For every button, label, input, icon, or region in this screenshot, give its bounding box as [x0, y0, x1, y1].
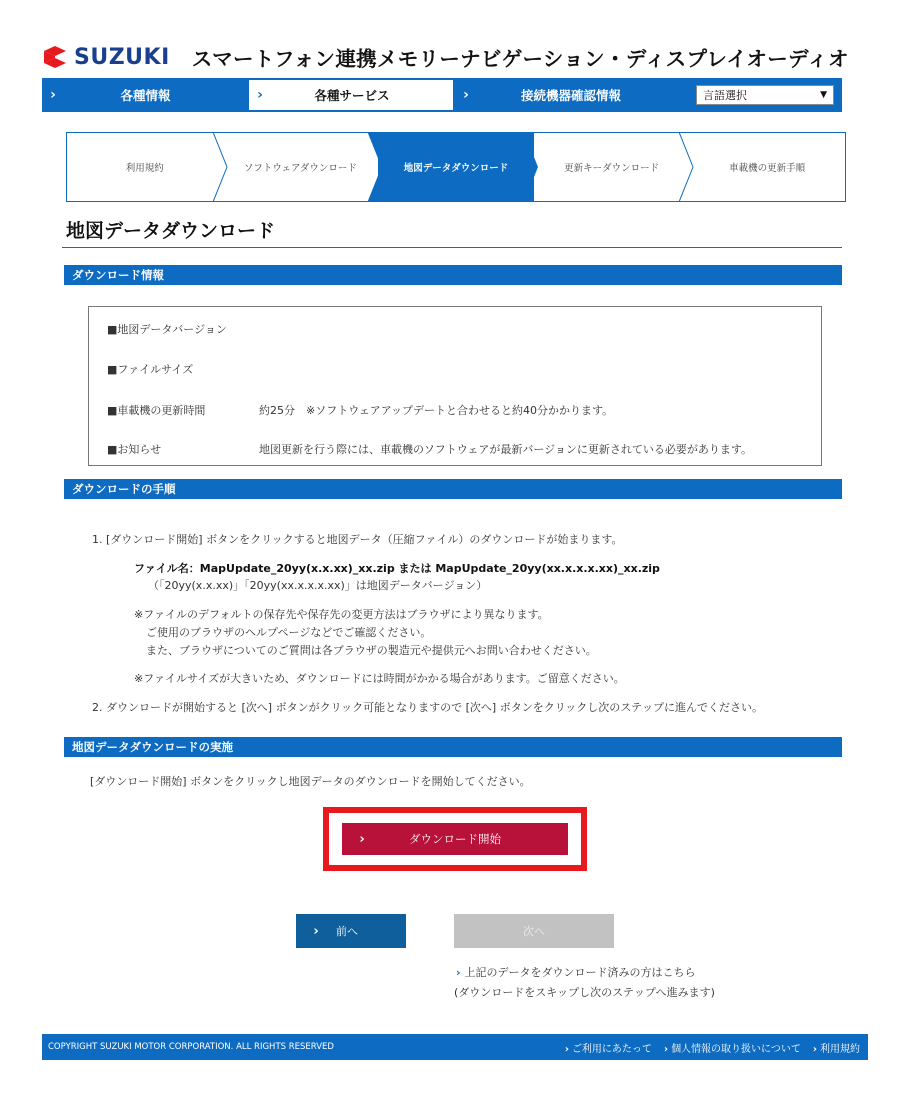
next-label: 次へ [523, 925, 545, 938]
download-start-label: ダウンロード開始 [409, 832, 501, 846]
step-label: 更新キーダウンロード [564, 163, 660, 174]
chevron-right-icon: › [313, 923, 319, 939]
step-separator [524, 132, 544, 202]
info-row-version [107, 321, 259, 337]
step-label: 車載機の更新手順 [729, 163, 806, 174]
procedure-note-2: ※ファイルサイズが大きいため、ダウンロードには時間がかかる場合があります。ご留意ください。 [134, 672, 625, 685]
chevron-right-icon: › [812, 1043, 817, 1055]
chevron-down-icon: ▼ [820, 90, 827, 100]
step-separator [368, 132, 388, 202]
step-separator [679, 132, 699, 202]
nav-item-label: 接続機器確認情報 [520, 88, 621, 103]
info-key: ■お知らせ [107, 443, 162, 456]
step-software [223, 133, 379, 201]
section-download-info: ダウンロード情報 [64, 265, 842, 285]
page-title: 地図データダウンロード [66, 220, 276, 242]
footer-link-terms[interactable] [813, 1040, 860, 1055]
procedure-step-1: 1. [ダウンロード開始] ボタンをクリックすると地図データ（圧縮ファイル）のダウンロードが始まります。 [92, 533, 623, 546]
info-value: 約25分 ※ソフトウェアアップデートと合わせると約40分かかります。 [259, 404, 614, 417]
info-row-filesize [107, 361, 259, 377]
procedure-filename-note: （「20yy(x.x.xx)」「20yy(xx.x.x.x.xx)」は地図データバージョン） [148, 579, 488, 592]
skip-note: (ダウンロードをスキップし次のステップへ進みます) [454, 986, 715, 999]
download-start-button[interactable] [342, 823, 568, 855]
execute-instruction: [ダウンロード開始] ボタンをクリックし地図データのダウンロードを開始してください。 [90, 775, 531, 788]
chevron-right-icon: › [257, 87, 263, 103]
suzuki-s-icon [42, 46, 68, 68]
step-separator [213, 132, 233, 202]
footer-link-privacy[interactable] [664, 1040, 801, 1055]
step-update-procedure [689, 133, 845, 201]
info-row-notice [107, 441, 752, 457]
nav-item-label: 各種情報 [120, 88, 171, 103]
procedure-filename: ファイル名：MapUpdate_20yy(x.x.xx)_xx.zip または MapUpdate_20yy(xx.x.x.x.xx)_xx.zip [134, 562, 660, 575]
footer-link-usage[interactable] [565, 1040, 652, 1055]
skip-link-label: 上記のデータをダウンロード済みの方はこちら [464, 966, 696, 979]
site-footer [42, 1034, 868, 1060]
chevron-right-icon: › [564, 1043, 569, 1055]
chevron-right-icon: › [359, 831, 365, 847]
footer-link-label: ご利用にあたって [571, 1043, 652, 1055]
info-value: 地図更新を行う際には、車載機のソフトウェアが最新バージョンに更新されている必要があります。 [259, 443, 753, 456]
footer-link-label: 利用規約 [820, 1043, 860, 1055]
copyright-text: COPYRIGHT SUZUKI MOTOR CORPORATION. ALL RIGHTS RESERVED [48, 1042, 334, 1052]
title-divider [62, 247, 842, 248]
procedure-step-2: 2. ダウンロードが開始すると [次へ] ボタンがクリック可能となりますので [次へ] ボタンをクリックし次のステップに進んでください。 [92, 701, 764, 714]
next-button[interactable] [454, 914, 614, 948]
step-label: 地図データダウンロード [403, 163, 509, 174]
main-nav [42, 78, 842, 112]
language-select[interactable] [696, 85, 834, 105]
download-info-box [88, 306, 822, 466]
step-label: ソフトウェアダウンロード [243, 163, 357, 174]
procedure-note-1b: ご使用のブラウザのヘルプページなどでご確認ください。 [146, 626, 432, 639]
procedure-note-1c: また、ブラウザについてのご質問は各ブラウザの製造元や提供元へお問い合わせください。 [146, 644, 597, 657]
site-header [42, 40, 849, 74]
download-highlight-frame [323, 807, 587, 871]
info-key: ■車載機の更新時間 [107, 404, 206, 417]
info-row-update-time [107, 402, 613, 418]
header-title: スマートフォン連携メモリーナビゲーション・ディスプレイオーディオ [191, 47, 849, 71]
procedure-note-1a: ※ファイルのデフォルトの保存先や保存先の変更方法はブラウザにより異なります。 [134, 608, 549, 621]
footer-link-label: 個人情報の取り扱いについて [671, 1043, 801, 1055]
section-execute: 地図データダウンロードの実施 [64, 737, 842, 757]
footer-links [565, 1040, 868, 1055]
language-selector-wrap [696, 78, 842, 112]
section-procedure: ダウンロードの手順 [64, 479, 842, 499]
step-map-data [378, 133, 534, 201]
chevron-right-icon: › [463, 87, 469, 103]
nav-item-label: 各種サービス [314, 88, 390, 103]
info-key: ■地図データバージョン [107, 323, 227, 336]
nav-item-info[interactable] [42, 78, 247, 112]
step-indicator [66, 132, 846, 202]
chevron-right-icon: › [456, 966, 461, 979]
brand-text: SUZUKI [74, 44, 170, 70]
language-select-value: 言語選択 [703, 89, 747, 102]
suzuki-logo[interactable] [42, 45, 170, 70]
info-key: ■ファイルサイズ [107, 363, 194, 376]
skip-download-link[interactable] [456, 964, 696, 980]
step-update-key [534, 133, 690, 201]
prev-label: 前へ [336, 925, 358, 938]
step-label: 利用規約 [125, 163, 164, 174]
prev-button[interactable] [296, 914, 406, 948]
step-terms [67, 133, 223, 201]
nav-item-services[interactable] [247, 78, 455, 112]
chevron-right-icon: › [50, 87, 56, 103]
nav-item-devices[interactable] [455, 78, 685, 112]
chevron-right-icon: › [663, 1043, 669, 1055]
